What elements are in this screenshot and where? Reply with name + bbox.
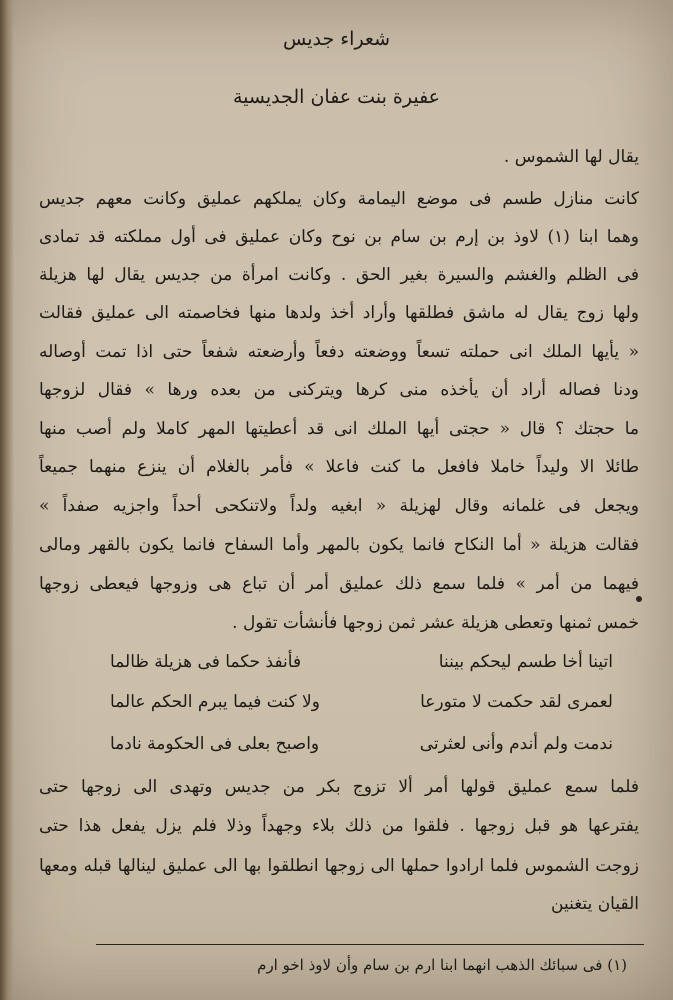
- text-line-12: خمس ثمنها وتعطى هزيلة عشر ثمن زوجها فأنشأت تقول .: [232, 613, 639, 633]
- text-line-3: فى الظلم والغشم والسيرة بغير الحق . وكانت امرأة من جديس يقال لها هزيلة: [39, 265, 639, 285]
- margin-mark: [636, 596, 642, 602]
- text-line-16: القيان يتغنين: [551, 894, 639, 914]
- verse-1-second: فأنفذ حكما فى هزيلة ظالما: [110, 652, 302, 672]
- text-line-9: ويجعل فى غلمانه وقال لهزيلة « ابغيه ولداً ولاتنكحى أحداً واجزيه صفداً »: [39, 496, 639, 516]
- text-line-11: فيهما من أمر » فلما سمع ذلك عمليق أمر أن تباع هى وزوجها فيعطى زوجها: [39, 574, 639, 594]
- verse-2-second: ولا كنت فيما يبرم الحكم عالما: [110, 692, 320, 712]
- verse-3-first: ندمت ولم أندم وأنى لعثرتى: [419, 734, 613, 754]
- text-line-1: كانت منازل طسم فى موضع اليمامة وكان يملكهم عمليق وكانت معهم جديس: [39, 189, 639, 209]
- text-line-14: يفترعها هو قبل زوجها . فلقوا من ذلك بلاء وجهداً وذلا فلم يزل يفعل هذا حتى: [39, 816, 639, 836]
- footnote: (١) فى سبائك الذهب انهما ابنا ارم بن سام وأن لاوذ اخو ارم: [257, 956, 627, 974]
- text-line-13: فلما سمع عمليق قولها أمر ألا تزوج بكر من جديس وتهدى الى زوجها حتى: [39, 777, 639, 797]
- text-line-15: زوجت الشموس فلما ارادوا حملها الى زوجها انطلقوا بها الى عمليق لينالها قبله ومعها: [39, 856, 639, 876]
- running-header: شعراء جديس: [282, 28, 391, 50]
- page-binding-shadow: [0, 0, 14, 1000]
- text-line-4: ولها زوج يقال له ماشق فطلقها وأراد أخذ ولدها منها فخاصمته الى عمليق فقالت: [39, 303, 639, 323]
- text-line-7: ما حجتك ؟ قال « حجتى أيها الملك انى قد أعطيتها المهر كاملا ولم أصب منها: [39, 419, 639, 439]
- text-line-8: طائلا الا وليداً خاملا فافعل ما كنت فاعلا » فأمر بالغلام أن ينزع منهما جميعاً: [39, 457, 639, 477]
- text-line-6: ودنا فصاله أراد أن يأخذه منى كرها ويتركنى من بعده ورها » فقال لزوجها: [39, 380, 639, 400]
- verse-2-first: لعمرى لقد حكمت لا متورعا: [420, 692, 613, 712]
- section-title: عفيرة بنت عفان الجديسية: [232, 86, 441, 108]
- footnote-rule: [96, 944, 644, 945]
- text-line-10: فقالت هزيلة « أما النكاح فانما يكون بالمهر وأما السفاح فانما يكون بالقهر ومالى: [39, 535, 639, 555]
- text-line-2: وهما ابنا (١) لاوذ بن إرم بن سام بن نوح وكان عمليق فى أول مملكته قد تمادى: [39, 227, 639, 247]
- verse-1-first: اتينا أخا طسم ليحكم بيننا: [438, 652, 613, 672]
- text-line-5: « يأيها الملك انى حملته تسعاً ووضعته دفعاً وأرضعته شفعاً حتى اذا تمت أوصاله: [39, 342, 639, 362]
- intro-line: يقال لها الشموس .: [503, 147, 639, 167]
- verse-3-second: واصبح بعلى فى الحكومة نادما: [110, 734, 320, 754]
